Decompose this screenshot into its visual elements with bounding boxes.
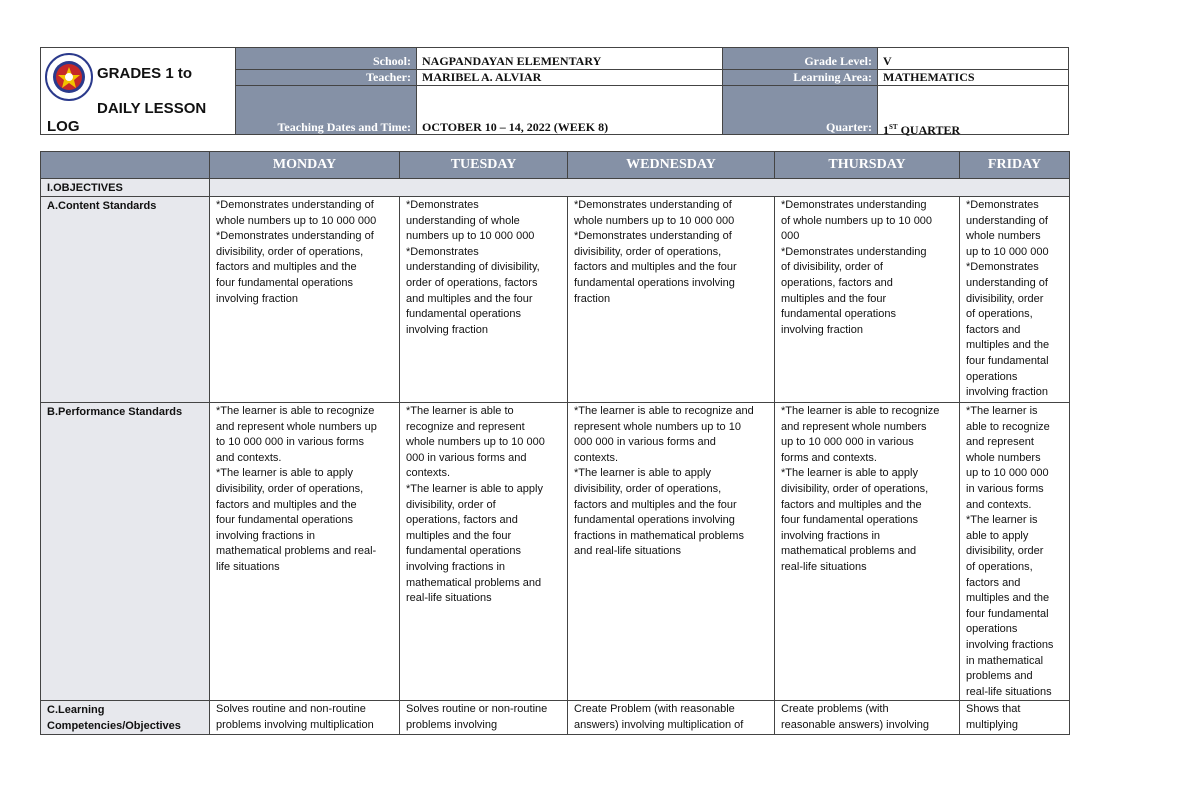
performance-wednesday: *The learner is able to recognize and represent whole numbers up to 10 000 000 in various forms and contexts. *The learner is able to apply divisibility, order of operations, factors and multiples and the four fundamental operations involving fractions in mathematical problems and real-life situations <box>568 403 775 701</box>
competencies-thursday: Create problems (with reasonable answers) involving <box>775 701 960 735</box>
header-divider <box>235 69 1068 70</box>
competencies-friday: Shows that multiplying <box>960 701 1070 735</box>
learning-area-value: MATHEMATICS <box>883 70 975 84</box>
title-log: LOG <box>47 118 80 135</box>
content-standards-row <box>41 197 1070 403</box>
content-friday: *Demonstrates understanding of whole numbers up to 10 000 000 *Demonstrates understanding of divisibility, order of operations, factors and multiples and the four fundamental operations involving fraction <box>960 197 1070 403</box>
dates-label: Teaching Dates and Time: <box>277 120 411 134</box>
grade-level-value: V <box>883 54 892 68</box>
corner-cell <box>41 152 210 179</box>
day-header-row <box>41 152 1070 179</box>
performance-thursday: *The learner is able to recognize and represent whole numbers up to 10 000 000 in various forms and contexts. *The learner is able to apply divisibility, order of operations, factors and multiples and the four fundamental operations involving fractions in mathematical problems and real-life situations <box>775 403 960 701</box>
competencies-row <box>41 701 1070 735</box>
title-grades: GRADES 1 to <box>97 65 193 82</box>
school-label: School: <box>372 54 411 68</box>
content-tuesday: *Demonstrates understanding of whole numbers up to 10 000 000 *Demonstrates understanding of divisibility, order of operations, factors and multiples and the four fundamental operations involving fraction <box>400 197 568 403</box>
performance-standards-label: B.Performance Standards <box>41 403 210 701</box>
competencies-tuesday: Solves routine or non-routine problems involving <box>400 701 568 735</box>
day-header-monday: MONDAY <box>210 152 400 179</box>
quarter-value: 1ST QUARTER <box>883 123 961 137</box>
teacher-label: Teacher: <box>366 70 411 84</box>
content-wednesday: *Demonstrates understanding of whole numbers up to 10 000 000 *Demonstrates understanding of divisibility, order of operations, factors and multiples and the four fundamental operations involving fraction <box>568 197 775 403</box>
content-standards-label: A.Content Standards <box>41 197 210 403</box>
right-info-values <box>877 48 1068 137</box>
school-value: NAGPANDAYAN ELEMENTARY <box>422 54 602 68</box>
lesson-plan-table <box>40 151 1070 735</box>
title-block <box>41 48 236 134</box>
performance-monday: *The learner is able to recognize and represent whole numbers up to 10 000 000 in various forms and contexts. *The learner is able to apply divisibility, order of operations, factors and multiples and the four fundamental operations involving fractions in mathematical problems and real- life situations <box>210 403 400 701</box>
lesson-log-header <box>40 47 1069 135</box>
performance-friday: *The learner is able to recognize and represent whole numbers up to 10 000 000 in various forms and contexts. *The learner is able to apply divisibility, order of operations, factors and multiples and the four fundamental operations involving fractions in mathematical problems and real-life situations <box>960 403 1070 701</box>
teacher-value: MARIBEL A. ALVIAR <box>422 70 542 84</box>
grade-level-label: Grade Level: <box>804 54 872 68</box>
performance-tuesday: *The learner is able to recognize and represent whole numbers up to 10 000 000 in various forms and contexts. *The learner is able to apply divisibility, order of operations, factors and multiples and the four fundamental operations involving fractions in mathematical problems and real-life situations <box>400 403 568 701</box>
objectives-label: I.OBJECTIVES <box>41 179 210 197</box>
deped-seal-icon <box>45 53 93 101</box>
dates-value: OCTOBER 10 – 14, 2022 (WEEK 8) <box>422 120 609 134</box>
competencies-label: C.Learning Competencies/Objectives <box>41 701 210 735</box>
header-divider <box>235 85 1068 86</box>
performance-standards-row <box>41 403 1070 701</box>
day-header-thursday: THURSDAY <box>775 152 960 179</box>
title-daily-lesson: DAILY LESSON <box>97 100 207 117</box>
competencies-monday: Solves routine and non-routine problems involving multiplication <box>210 701 400 735</box>
day-header-wednesday: WEDNESDAY <box>568 152 775 179</box>
learning-area-label: Learning Area: <box>793 70 872 84</box>
content-thursday: *Demonstrates understanding of whole numbers up to 10 000 000 *Demonstrates understanding of divisibility, order of operations, factors and multiples and the four fundamental operations involving fraction <box>775 197 960 403</box>
day-header-friday: FRIDAY <box>960 152 1070 179</box>
quarter-label: Quarter: <box>826 120 872 134</box>
content-monday: *Demonstrates understanding of whole numbers up to 10 000 000 *Demonstrates understanding of divisibility, order of operations, factors and multiples and the four fundamental operations involving fraction <box>210 197 400 403</box>
objectives-span <box>210 179 1070 197</box>
objectives-row <box>41 179 1070 197</box>
right-info-labels <box>722 48 877 134</box>
day-header-tuesday: TUESDAY <box>400 152 568 179</box>
left-info-values <box>416 48 722 134</box>
left-info-labels <box>235 48 416 134</box>
competencies-wednesday: Create Problem (with reasonable answers) involving multiplication of <box>568 701 775 735</box>
